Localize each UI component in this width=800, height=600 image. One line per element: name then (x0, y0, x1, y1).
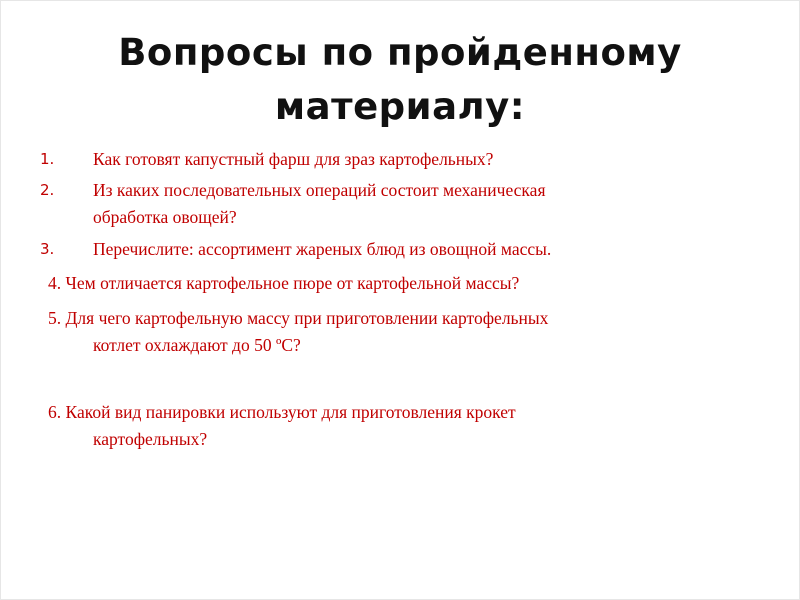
question-4-line-1 (48, 270, 738, 297)
question-6-number: 6. (48, 402, 62, 422)
question-6-text-line-2: картофельных? (93, 429, 208, 449)
question-5-line-1 (48, 305, 738, 332)
question-2-text (93, 177, 733, 231)
question-4-number: 4. (48, 273, 62, 293)
question-3-text (93, 236, 733, 263)
question-1-text (93, 146, 733, 173)
question-2-number: 2. (40, 181, 55, 199)
question-2-line-1: Из каких последовательных операций состоит механическая (93, 180, 546, 200)
question-1-number: 1. (40, 150, 55, 168)
question-6-text-line-1: Какой вид панировки используют для приготовления крокет (65, 402, 516, 422)
question-4 (48, 270, 738, 297)
question-2-line-2: обработка овощей? (93, 207, 237, 227)
question-5-number: 5. (48, 308, 62, 328)
question-3-line-1: Перечислите: ассортимент жареных блюд из овощной массы. (93, 239, 552, 259)
question-1-line-1: Как готовят капустный фарш для зраз картофельных? (93, 149, 494, 169)
question-6-line-1 (48, 399, 738, 426)
question-5 (48, 305, 738, 359)
question-6 (48, 399, 738, 453)
slide-title-line1: Вопросы по пройденному (118, 31, 682, 74)
question-5-text-line-2: котлет охлаждают до 50 ºС? (93, 335, 301, 355)
question-3-number: 3. (40, 240, 55, 258)
slide-title (40, 26, 760, 134)
question-5-text-line-1: Для чего картофельную массу при приготовлении картофельных (65, 308, 549, 328)
slide-title-line2: материалу: (274, 85, 526, 128)
question-4-text: Чем отличается картофельное пюре от картофельной массы? (65, 273, 520, 293)
